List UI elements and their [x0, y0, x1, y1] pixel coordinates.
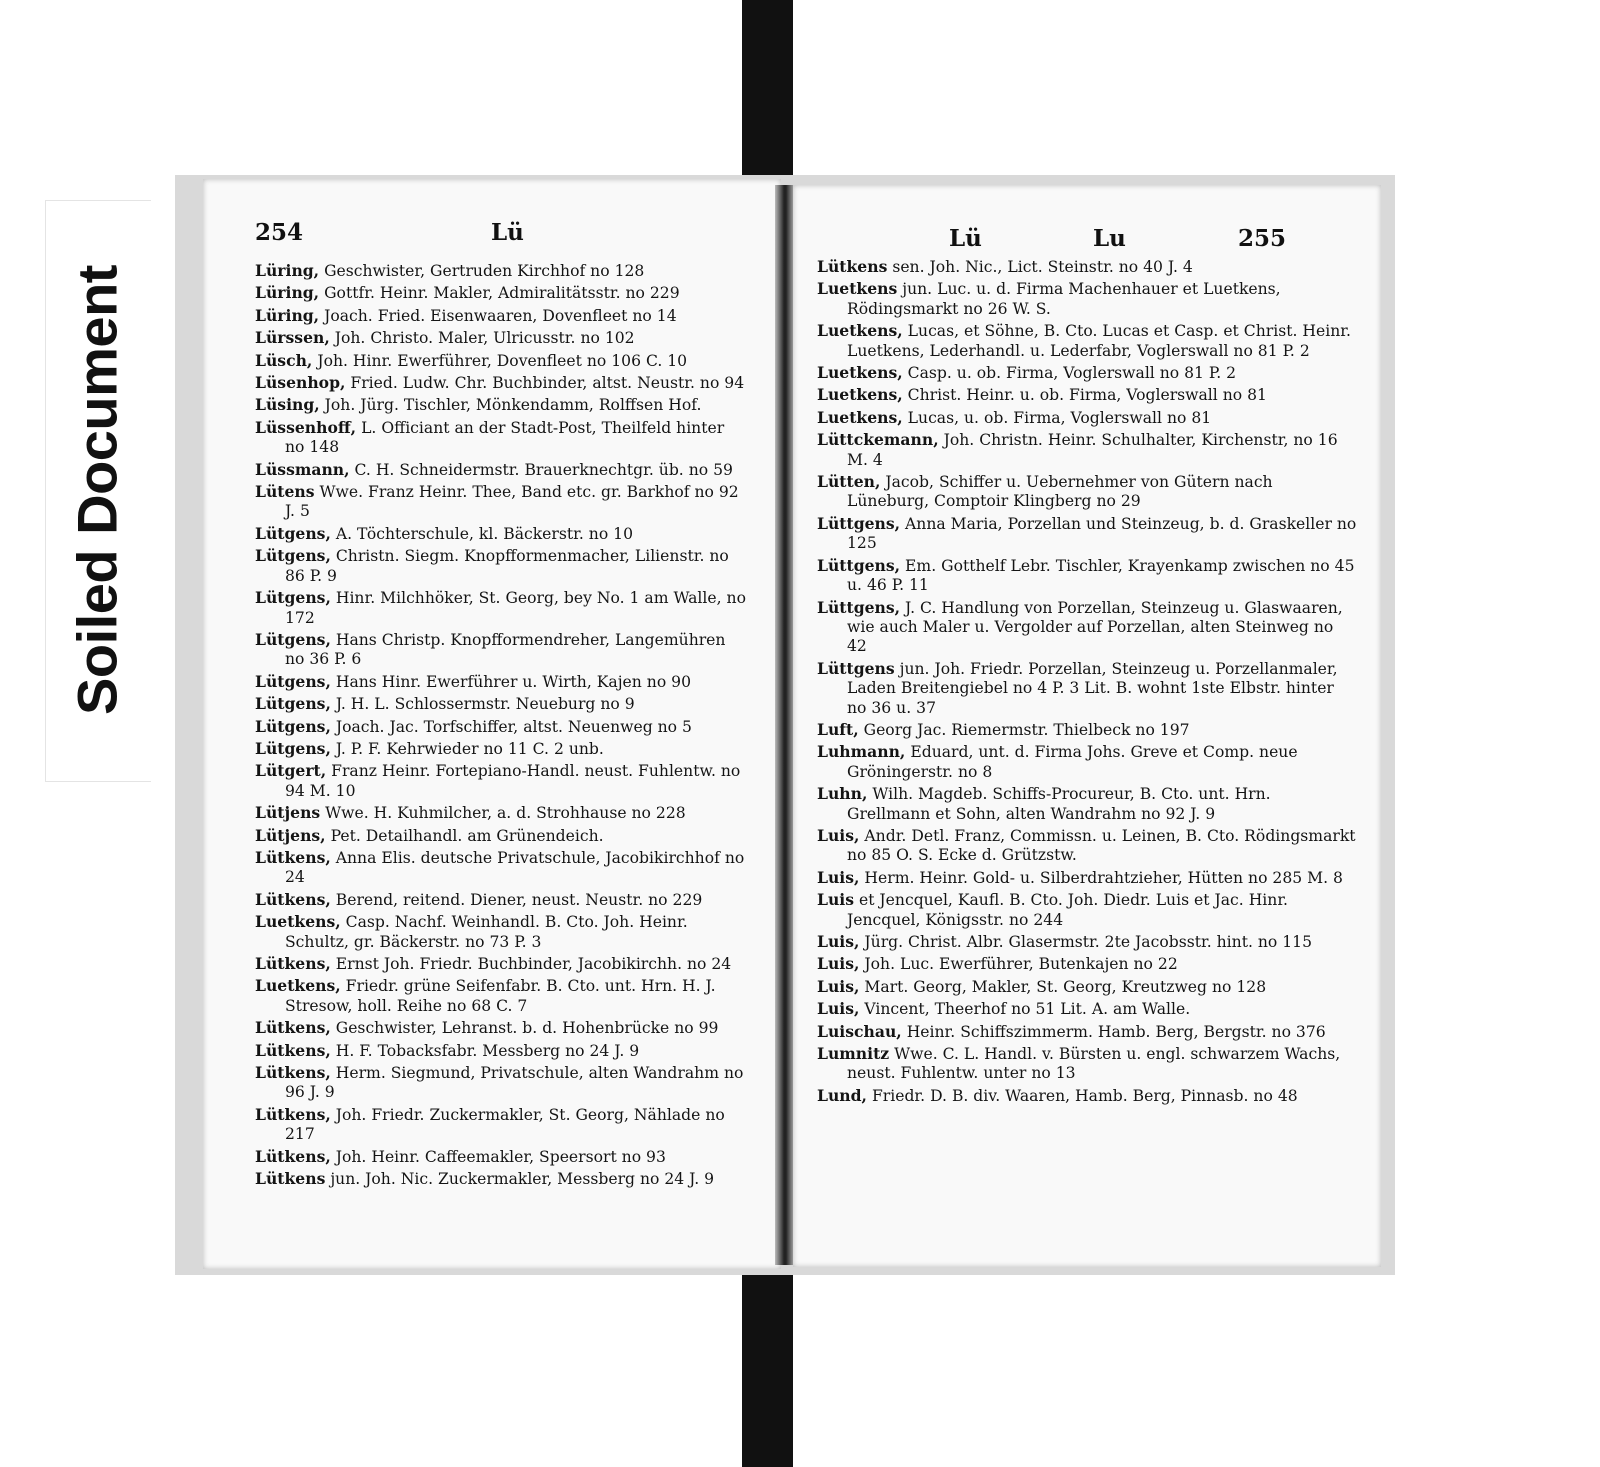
entry-text: J. H. L. Schlossermstr. Neueburg no 9: [335, 695, 635, 714]
entry-name: Luetkens,: [255, 912, 341, 932]
directory-entry: [255, 418, 747, 458]
entry-name: Lütgert,: [255, 761, 327, 781]
side-label: Soiled Document: [65, 265, 129, 715]
entry-name: Lütten,: [817, 472, 881, 492]
entry-name: Lütjens: [255, 803, 321, 823]
entry-text: J. P. F. Kehrwieder no 11 C. 2 unb.: [335, 739, 604, 758]
directory-entry: [817, 932, 1357, 952]
entry-text: Wilh. Magdeb. Schiffs-Procureur, B. Cto. unt. Hrn. Grellmann et Sohn, alten Wandrahm no 92 J. 9: [847, 785, 1271, 823]
directory-entry: [817, 890, 1357, 930]
directory-entry: [817, 556, 1357, 596]
directory-entry: [817, 514, 1357, 554]
entry-name: Lüsing,: [255, 395, 320, 415]
entry-name: Lütkens: [817, 257, 888, 276]
entry-text: Casp. Nachf. Weinhandl. B. Cto. Joh. Heinr. Schultz, gr. Bäckerstr. no 73 P. 3: [285, 913, 688, 951]
directory-entry: [817, 430, 1357, 470]
entry-text: Friedr. D. B. div. Waaren, Hamb. Berg, Pinnasb. no 48: [871, 1086, 1298, 1105]
entry-name: Lüsch,: [255, 350, 313, 370]
left-page-header: [203, 219, 781, 251]
entry-name: Lütens: [255, 482, 315, 502]
directory-entry: [255, 395, 747, 415]
entry-name: Lumnitz: [817, 1044, 890, 1064]
directory-entry: [255, 739, 747, 759]
left-page: [203, 179, 781, 1269]
entry-name: Lütgens,: [255, 671, 331, 691]
entry-name: Lütjens,: [255, 825, 326, 845]
entry-text: Christ. Heinr. u. ob. Firma, Voglerswall no 81: [907, 386, 1267, 405]
entry-name: Luis,: [817, 976, 860, 996]
directory-entry: [817, 408, 1357, 428]
entry-text: Joh. Heinr. Caffeemakler, Speersort no 93: [335, 1147, 666, 1166]
entry-text: Lucas, u. ob. Firma, Voglerswall no 81: [907, 408, 1212, 427]
directory-entry: [817, 472, 1357, 512]
entry-name: Luetkens: [817, 279, 898, 299]
entry-name: Lütkens,: [255, 847, 331, 867]
entry-name: Lüttgens,: [817, 513, 901, 533]
entry-text: Joach. Jac. Torfschiffer, altst. Neuenweg no 5: [335, 717, 692, 736]
directory-entry: [817, 826, 1357, 866]
entry-text: Hinr. Milchhöker, St. Georg, bey No. 1 am Walle, no 172: [285, 589, 746, 627]
entry-text: Wwe. C. L. Handl. v. Bürsten u. engl. schwarzem Wachs, neust. Fuhlentw. unter no 13: [847, 1045, 1341, 1083]
entry-text: Friedr. grüne Seifenfabr. B. Cto. unt. Hrn. H. J. Stresow, holl. Reihe no 68 C. 7: [285, 977, 716, 1015]
entry-name: Lüssmann,: [255, 459, 350, 479]
page-gutter: [775, 185, 795, 1265]
directory-entry: [255, 261, 747, 281]
directory-entry: [817, 659, 1357, 718]
entry-text: Georg Jac. Riemermstr. Thielbeck no 197: [863, 720, 1190, 739]
directory-entry: [817, 1022, 1357, 1042]
entry-text: Casp. u. ob. Firma, Voglerswall no 81 P. 2: [907, 364, 1237, 383]
entry-name: Luft,: [817, 719, 859, 739]
entry-text: Em. Gotthelf Lebr. Tischler, Krayenkamp zwischen no 45 u. 46 P. 11: [847, 556, 1355, 595]
left-page-number: 254: [255, 219, 304, 246]
entry-name: Lüssenhoff,: [255, 417, 357, 437]
entry-name: Lütkens,: [255, 1063, 331, 1083]
entry-text: Andr. Detl. Franz, Commissn. u. Leinen, B. Cto. Rödingsmarkt no 85 O. S. Ecke d. Grützstw.: [847, 826, 1356, 865]
entry-text: J. C. Handlung von Porzellan, Steinzeug u. Glaswaaren, wie auch Maler u. Vergolder auf Porzellan, alten Steinweg no 42: [847, 598, 1343, 656]
entry-text: Vincent, Theerhof no 51 Lit. A. am Walle.: [864, 1000, 1191, 1019]
directory-entry: [817, 868, 1357, 888]
entry-name: Lüttgens: [817, 658, 895, 678]
entry-name: Luetkens,: [817, 363, 903, 383]
entry-name: Lüttckemann,: [817, 430, 939, 450]
entry-name: Lund,: [817, 1085, 867, 1105]
directory-entry: [255, 306, 747, 326]
directory-entry: [255, 954, 747, 974]
entry-name: Luhmann,: [817, 742, 906, 762]
directory-entry: [817, 385, 1357, 405]
entry-text: Joh. Hinr. Ewerführer, Dovenfleet no 106 C. 10: [317, 351, 688, 370]
entry-text: Hans Hinr. Ewerführer u. Wirth, Kajen no 90: [335, 672, 692, 691]
entry-text: Christn. Siegm. Knopfformenmacher, Lilienstr. no 86 P. 9: [285, 547, 729, 585]
binding-strip-top: [742, 0, 793, 188]
entry-text: jun. Joh. Friedr. Porzellan, Steinzeug u. Porzellanmaler, Laden Breitengiebel no 4 P. 3 Lit. B. wohnt 1ste Elbstr. hinter no 36 u. 37: [847, 659, 1338, 717]
entry-text: A. Töchterschule, kl. Bäckerstr. no 10: [335, 524, 634, 543]
directory-entry: [255, 630, 747, 670]
entry-name: Lütgens,: [255, 588, 331, 608]
entry-name: Lütkens,: [255, 1018, 331, 1038]
directory-entry: [255, 672, 747, 692]
entry-name: Lüring,: [255, 283, 320, 303]
entry-text: Fried. Ludw. Chr. Buchbinder, altst. Neustr. no 94: [350, 374, 745, 393]
entry-text: Joh. Christo. Maler, Ulricusstr. no 102: [334, 329, 635, 348]
entry-text: Gottfr. Heinr. Makler, Admiralitätsstr. no 229: [324, 284, 680, 303]
entry-text: jun. Joh. Nic. Zuckermakler, Messberg no 24 J. 9: [330, 1170, 715, 1189]
entry-text: Joh. Christn. Heinr. Schulhalter, Kirchenstr, no 16 M. 4: [847, 431, 1338, 469]
right-running-head-left: Lü: [949, 225, 982, 252]
entry-text: Ernst Joh. Friedr. Buchbinder, Jacobikirchh. no 24: [335, 955, 732, 973]
entry-name: Luis: [817, 890, 855, 910]
directory-entry: [817, 363, 1357, 383]
entry-name: Luetkens,: [817, 385, 903, 405]
entry-name: Luis,: [817, 932, 860, 951]
entry-name: Luis,: [817, 999, 860, 1019]
left-running-head: Lü: [491, 219, 524, 246]
directory-entry: [817, 1086, 1357, 1106]
entry-name: Lütkens,: [255, 1146, 331, 1166]
entry-text: Wwe. Franz Heinr. Thee, Band etc. gr. Barkhof no 92 J. 5: [285, 483, 739, 521]
right-page-number: 255: [1238, 225, 1287, 252]
directory-entry: [255, 826, 747, 846]
entry-text: Franz Heinr. Fortepiano-Handl. neust. Fuhlentw. no 94 M. 10: [285, 762, 741, 800]
directory-entry: [817, 1044, 1357, 1084]
directory-entry: [255, 1018, 747, 1038]
directory-entry: [255, 912, 747, 952]
entry-name: Lütkens: [255, 1169, 326, 1189]
entry-name: Luetkens,: [817, 407, 903, 427]
entry-name: Lürssen,: [255, 328, 330, 348]
directory-entry: [255, 1105, 747, 1145]
entry-name: Lüsenhop,: [255, 373, 346, 393]
entry-text: Berend, reitend. Diener, neust. Neustr. no 229: [335, 890, 703, 909]
entry-name: Luhn,: [817, 784, 868, 804]
directory-entry: [255, 1169, 747, 1189]
directory-entry: [817, 720, 1357, 740]
entry-name: Lütkens,: [255, 889, 331, 909]
entry-name: Lütgens,: [255, 694, 331, 714]
entry-text: Geschwister, Lehranst. b. d. Hohenbrücke no 99: [335, 1019, 719, 1038]
entry-text: Jacob, Schiffer u. Uebernehmer von Gütern nach Lüneburg, Comptoir Klingberg no 29: [847, 473, 1273, 511]
directory-entry: [255, 890, 747, 910]
binding-strip-bottom: [742, 1268, 793, 1467]
directory-entry: [255, 328, 747, 348]
entry-name: Luischau,: [817, 1021, 902, 1041]
entry-text: L. Officiant an der Stadt-Post, Theilfeld hinter no 148: [285, 418, 725, 457]
directory-entry: [255, 1041, 747, 1061]
entry-name: Luis,: [817, 825, 860, 845]
entry-name: Lüring,: [255, 261, 320, 280]
right-running-head-right: Lu: [1093, 225, 1126, 252]
left-entry-list: [255, 261, 747, 1191]
directory-entry: [817, 742, 1357, 782]
entry-name: Lütkens,: [255, 1040, 331, 1060]
entry-text: Wwe. H. Kuhmilcher, a. d. Strohhause no 228: [325, 804, 686, 823]
directory-entry: [255, 1063, 747, 1103]
directory-entry: [255, 546, 747, 586]
entry-name: Luetkens,: [817, 321, 903, 341]
directory-entry: [255, 976, 747, 1016]
directory-entry: [817, 977, 1357, 997]
entry-text: Eduard, unt. d. Firma Johs. Greve et Comp. neue Gröningerstr. no 8: [847, 743, 1298, 781]
directory-entry: [255, 351, 747, 371]
directory-entry: [817, 784, 1357, 824]
entry-text: Lucas, et Söhne, B. Cto. Lucas et Casp. et Christ. Heinr. Luetkens, Lederhandl. u. Lederfabr, Voglerswall no 81 P. 2: [847, 322, 1351, 360]
entry-text: Joh. Jürg. Tischler, Mönkendamm, Rolffsen Hof.: [324, 396, 702, 415]
entry-name: Luetkens,: [255, 976, 341, 996]
entry-name: Lüring,: [255, 305, 320, 325]
directory-entry: [817, 257, 1357, 277]
entry-text: H. F. Tobacksfabr. Messberg no 24 J. 9: [335, 1041, 640, 1060]
right-page-header: [793, 225, 1381, 257]
entry-text: et Jencquel, Kaufl. B. Cto. Joh. Diedr. Luis et Jac. Hinr. Jencquel, Königsstr. no 244: [847, 891, 1289, 929]
directory-entry: [817, 598, 1357, 657]
entry-name: Lüttgens,: [817, 555, 901, 575]
directory-entry: [255, 373, 747, 393]
directory-entry: [817, 279, 1357, 319]
entry-name: Lütkens,: [255, 954, 331, 973]
directory-entry: [817, 321, 1357, 361]
entry-name: Lüttgens,: [817, 597, 901, 617]
directory-entry: [255, 1147, 747, 1167]
directory-entry: [255, 283, 747, 303]
entry-text: Pet. Detailhandl. am Grünendeich.: [330, 826, 604, 845]
entry-text: Anna Maria, Porzellan und Steinzeug, b. d. Graskeller no 125: [847, 514, 1357, 553]
directory-entry: [255, 460, 747, 480]
entry-text: Joach. Fried. Eisenwaaren, Dovenfleet no 14: [324, 306, 677, 325]
entry-text: Heinr. Schiffszimmerm. Hamb. Berg, Bergstr. no 376: [906, 1022, 1326, 1041]
entry-text: Herm. Heinr. Gold- u. Silberdrahtzieher, Hütten no 285 M. 8: [864, 868, 1343, 887]
entry-name: Lütgens,: [255, 716, 331, 736]
right-entry-list: [817, 257, 1357, 1108]
entry-text: Jürg. Christ. Albr. Glasermstr. 2te Jacobsstr. hint. no 115: [864, 933, 1313, 951]
directory-entry: [255, 694, 747, 714]
entry-text: Anna Elis. deutsche Privatschule, Jacobikirchhof no 24: [285, 848, 745, 887]
entry-name: Lütgens,: [255, 523, 331, 543]
entry-name: Luis,: [817, 867, 860, 887]
directory-entry: [817, 954, 1357, 974]
directory-entry: [255, 717, 747, 737]
right-page: [793, 185, 1381, 1267]
entry-text: Geschwister, Gertruden Kirchhof no 128: [324, 262, 645, 280]
entry-text: Mart. Georg, Makler, St. Georg, Kreutzweg no 128: [864, 977, 1267, 996]
entry-text: Joh. Luc. Ewerführer, Butenkajen no 22: [864, 955, 1178, 974]
directory-entry: [255, 482, 747, 522]
book-spread: [175, 175, 1395, 1275]
entry-name: Lütgens,: [255, 738, 331, 758]
entry-text: C. H. Schneidermstr. Brauerknechtgr. üb. no 59: [354, 460, 733, 479]
entry-text: Joh. Friedr. Zuckermakler, St. Georg, Nählade no 217: [285, 1105, 725, 1144]
directory-entry: [255, 588, 747, 628]
directory-entry: [255, 803, 747, 823]
directory-entry: [817, 999, 1357, 1019]
entry-name: Lütgens,: [255, 629, 331, 649]
entry-text: sen. Joh. Nic., Lict. Steinstr. no 40 J. 4: [892, 258, 1193, 276]
entry-name: Lütkens,: [255, 1104, 331, 1124]
directory-entry: [255, 524, 747, 544]
directory-entry: [255, 848, 747, 888]
entry-text: Hans Christp. Knopfformendreher, Langemühren no 36 P. 6: [285, 630, 726, 669]
entry-name: Luis,: [817, 954, 860, 974]
entry-text: Herm. Siegmund, Privatschule, alten Wandrahm no 96 J. 9: [285, 1064, 744, 1102]
directory-entry: [255, 761, 747, 801]
entry-text: jun. Luc. u. d. Firma Machenhauer et Luetkens, Rödingsmarkt no 26 W. S.: [847, 280, 1281, 318]
entry-name: Lütgens,: [255, 546, 331, 566]
